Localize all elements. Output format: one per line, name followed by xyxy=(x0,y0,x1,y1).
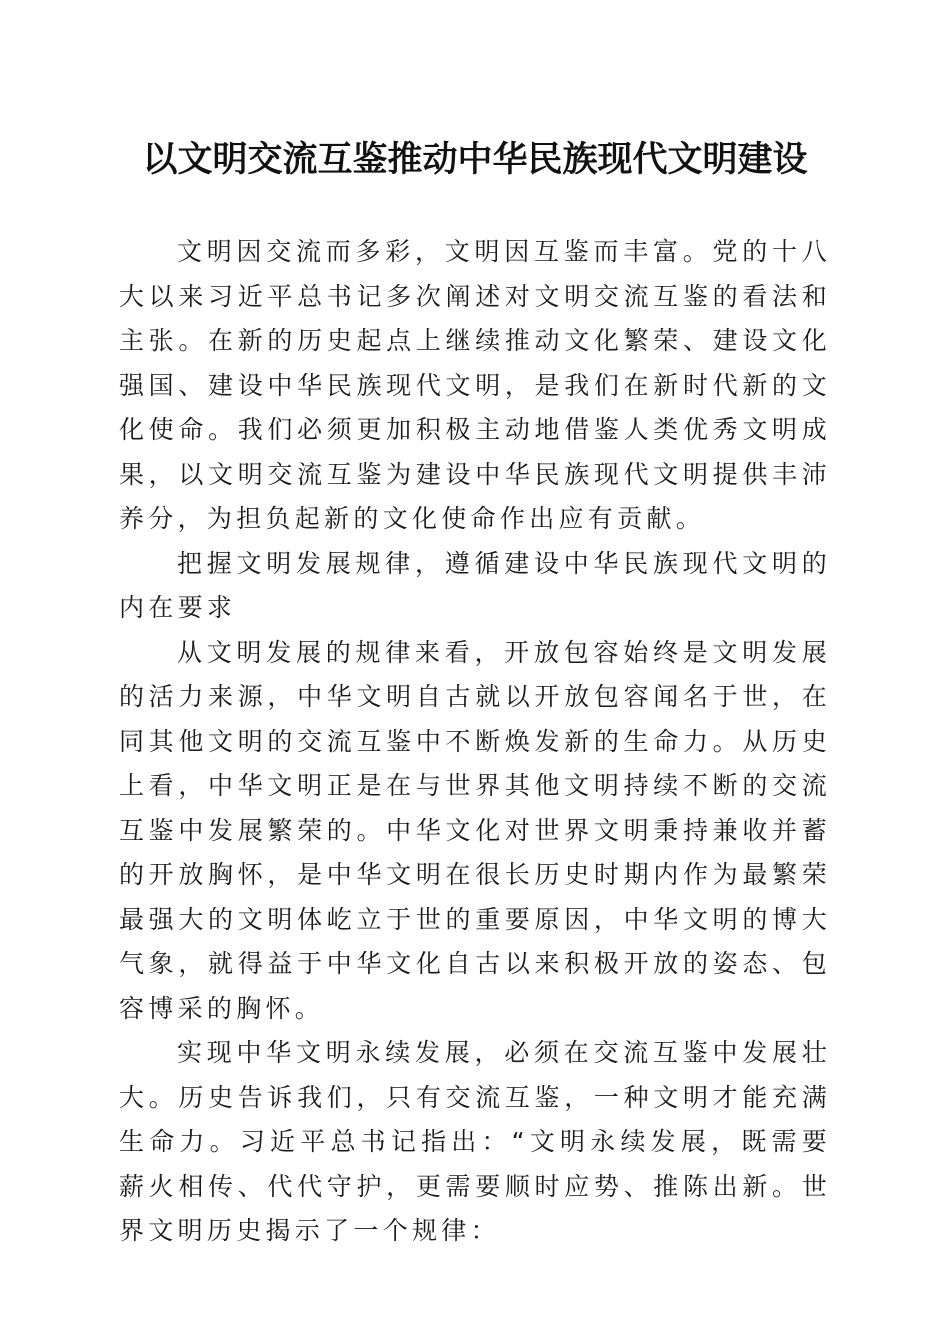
document-body xyxy=(119,230,831,1254)
section-heading-paragraph: 把握文明发展规律，遵循建设中华民族现代文明的内在要求 xyxy=(119,548,831,622)
body-paragraph: 实现中华文明永续发展，必须在交流互鉴中发展壮大。历史告诉我们，只有交流互鉴，一种文明才能充满生命力。习近平总书记指出：“文明永续发展，既需要薪火相传、代代守护，更需要顺时应势、推陈出新。世界文明历史揭示了一个规律： xyxy=(119,1038,831,1245)
body-paragraph: 从文明发展的规律来看，开放包容始终是文明发展的活力来源，中华文明自古就以开放包容闻名于世，在同其他文明的交流互鉴中不断焕发新的生命力。从历史上看，中华文明正是在与世界其他文明持续不断的交流互鉴中发展繁荣的。中华文化对世界文明秉持兼收并蓄的开放胸怀，是中华文明在很长历史时期内作为最繁荣最强大的文明体屹立于世的重要原因，中华文明的博大气象，就得益于中华文化自古以来积极开放的姿态、包容博采的胸怀。 xyxy=(119,637,831,1023)
intro-paragraph: 文明因交流而多彩，文明因互鉴而丰富。党的十八大以来习近平总书记多次阐述对文明交流互鉴的看法和主张。在新的历史起点上继续推动文化繁荣、建设文化强国、建设中华民族现代文明，是我们在新时代新的文化使命。我们必须更加积极主动地借鉴人类优秀文明成果，以文明交流互鉴为建设中华民族现代文明提供丰沛养分，为担负起新的文化使命作出应有贡献。 xyxy=(119,237,831,533)
document-title: 以文明交流互鉴推动中华民族现代文明建设 xyxy=(142,139,808,180)
